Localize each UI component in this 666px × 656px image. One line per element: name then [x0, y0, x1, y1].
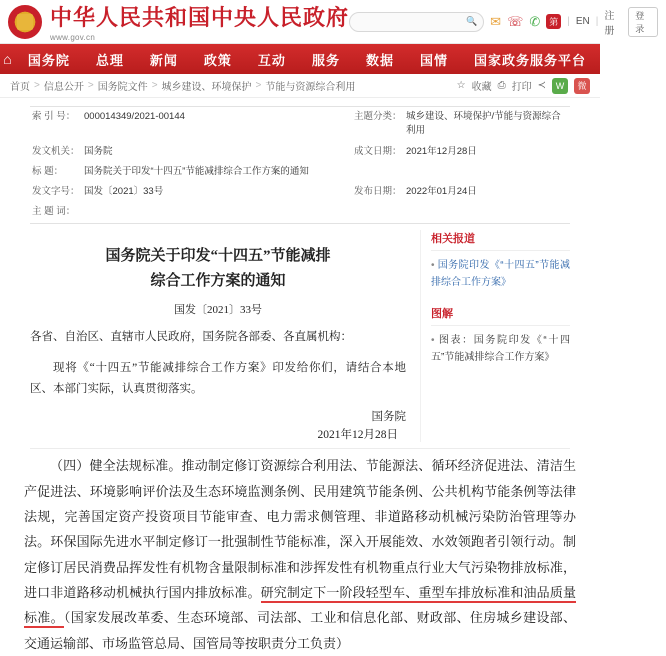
- print-label[interactable]: 打印: [511, 82, 532, 93]
- page-title: [30, 244, 406, 295]
- print-icon[interactable]: ⎙: [497, 80, 506, 91]
- main-text-highlight: 研究制定下一阶段轻型车、重型车排放标准和油品质量标准。: [24, 585, 576, 628]
- phone-icon[interactable]: ☏: [507, 13, 524, 29]
- table-row: [30, 107, 570, 142]
- meta-label: 主 题 词 ：: [30, 202, 82, 223]
- table-row: [30, 182, 570, 202]
- breadcrumb: [0, 74, 600, 98]
- breadcrumb-item-category[interactable]: 城乡建设、环境保护: [161, 82, 252, 93]
- breadcrumb-item-home[interactable]: 首页: [10, 82, 30, 93]
- breadcrumb-separator: >: [151, 80, 158, 91]
- breadcrumb-separator: >: [87, 80, 94, 91]
- meta-value: 城乡建设、环境保护/节能与资源综合利用: [406, 111, 561, 137]
- divider: |: [567, 16, 570, 27]
- wechat-share-icon[interactable]: W: [552, 78, 568, 94]
- table-row: [30, 142, 570, 162]
- main-text-block: [0, 449, 600, 656]
- nav-item-zhengce[interactable]: 政策: [203, 52, 232, 68]
- nav-item-guowuyuan[interactable]: 国务院: [27, 52, 70, 68]
- notice-badge[interactable]: 第: [546, 14, 561, 29]
- nav-item-zongli[interactable]: 总理: [95, 52, 124, 68]
- meta-value: 2021年12月28日: [406, 145, 477, 157]
- nav-item-guoqing[interactable]: 国情: [419, 52, 448, 68]
- document-addressee: 各省、自治区、直辖市人民政府，国务院各部委、各直属机构：: [30, 330, 352, 343]
- register-link[interactable]: 注册: [604, 10, 615, 37]
- breadcrumb-separator: >: [34, 80, 40, 91]
- meta-label: 成文日期 ：: [352, 142, 404, 162]
- table-row: [30, 162, 570, 182]
- nav-item-fuwu[interactable]: 服务: [311, 52, 340, 68]
- table-row: [30, 202, 570, 223]
- document-meta-table: [30, 106, 570, 224]
- breadcrumb-item-disclosure[interactable]: 信息公开: [43, 82, 84, 93]
- header-actions: [349, 7, 666, 37]
- lang-switch-link[interactable]: EN: [575, 16, 590, 27]
- sidebar-interpret-title: 图解: [431, 305, 570, 326]
- meta-value: 国务院关于印发“十四五”节能减排综合工作方案的通知: [84, 165, 309, 177]
- sidebar-related-title: 相关报道: [431, 230, 570, 251]
- main-text-tail: （国家发展改革委、生态环境部、司法部、工业和信息化部、财政部、住房城乡建设部、交通运输部、市场监管总局、国管局等按职责分工负责）: [24, 610, 576, 651]
- nav-item-shuju[interactable]: 数据: [365, 52, 394, 68]
- breadcrumb-item-documents[interactable]: 国务院文件: [97, 82, 148, 93]
- document-meta-wrap: [0, 98, 600, 224]
- page-title-line2: 综合工作方案的通知: [150, 273, 286, 289]
- meta-label: 发布日期 ：: [352, 182, 404, 202]
- breadcrumb-actions: [457, 78, 590, 94]
- sidebar-item-related-0[interactable]: • 国务院印发《“十四五”节能减排综合工作方案》: [431, 257, 570, 291]
- page-title-line1: 国务院关于印发“十四五”节能减排: [105, 247, 331, 264]
- document-main: [30, 230, 420, 443]
- nav-item-service-platform[interactable]: 国家政务服务平台: [473, 52, 586, 68]
- meta-value: [82, 202, 570, 223]
- meta-label: 标 题 ：: [30, 162, 82, 182]
- meta-value: 000014349/2021-00144: [84, 111, 185, 122]
- mail-icon[interactable]: ✉: [490, 13, 502, 29]
- document-paragraph: 现将《“十四五”节能减排综合工作方案》印发给你们，请结合本地区、本部门实际，认真贯彻落实。: [30, 361, 406, 396]
- meta-label: 发文字号 ：: [30, 182, 82, 202]
- star-icon[interactable]: ☆: [456, 80, 466, 91]
- national-emblem-icon: [8, 5, 42, 39]
- site-header: [0, 0, 645, 44]
- document-body: [0, 230, 600, 443]
- site-url: www.gov.cn: [50, 33, 96, 42]
- search-icon[interactable]: 🔍: [465, 16, 478, 26]
- sidebar: [420, 230, 570, 443]
- document-signature: 国务院: [371, 411, 406, 424]
- wechat-icon[interactable]: ✆: [529, 13, 541, 29]
- meta-label: 主题分类 ：: [352, 107, 404, 142]
- nav-item-hudong[interactable]: 互动: [257, 52, 286, 68]
- breadcrumb-item-subcategory[interactable]: 节能与资源综合利用: [265, 82, 356, 93]
- sidebar-item-interpret-0[interactable]: • 图表：国务院印发《“十四五”节能减排综合工作方案》: [431, 332, 570, 366]
- share-icon[interactable]: ≺: [537, 80, 546, 91]
- favorite-label[interactable]: 收藏: [471, 82, 492, 93]
- nav-item-xinwen[interactable]: 新闻: [149, 52, 178, 68]
- meta-value: 国发〔2021〕33号: [84, 186, 164, 197]
- meta-label: 索 引 号 ：: [30, 107, 82, 142]
- meta-value: 国务院: [84, 145, 113, 157]
- site-title: 中华人民共和国中央人民政府: [50, 5, 350, 30]
- meta-value: 2022年01月24日: [406, 186, 477, 197]
- home-icon[interactable]: ⌂: [3, 51, 12, 67]
- weibo-share-icon[interactable]: 微: [574, 78, 590, 94]
- main-text-paragraph: （四）健全法规标准。推动制定修订资源综合利用法、节能源法、循环经济促进法、清洁生产促进法、环境影响评价法及生态环境监测条例、民用建筑节能条例、公共机构节能条例等法律法规，完善国定资产投资项目节能审查、电力需求侧管理、非道路移动机械污染防治管理等办法。环保国际先进水平制定修订一批强制性节能标准，深入开展能效、水效领跑者引领行动。制定修订居民消费品挥发性有机物含量限制标准和涉挥发性有机物重点行业大气污染物排放标准，进口非道路移动机械执行国内排放标准。: [24, 458, 576, 601]
- login-button[interactable]: 登录: [628, 7, 658, 37]
- meta-label: 发文机关 ：: [30, 142, 82, 162]
- document-date: 2021年12月28日: [317, 429, 398, 442]
- divider: |: [595, 16, 599, 27]
- main-nav: [0, 44, 600, 74]
- search-input[interactable]: [349, 12, 484, 32]
- document-number: 国发〔2021〕33号: [174, 303, 262, 316]
- breadcrumb-separator: >: [255, 80, 262, 91]
